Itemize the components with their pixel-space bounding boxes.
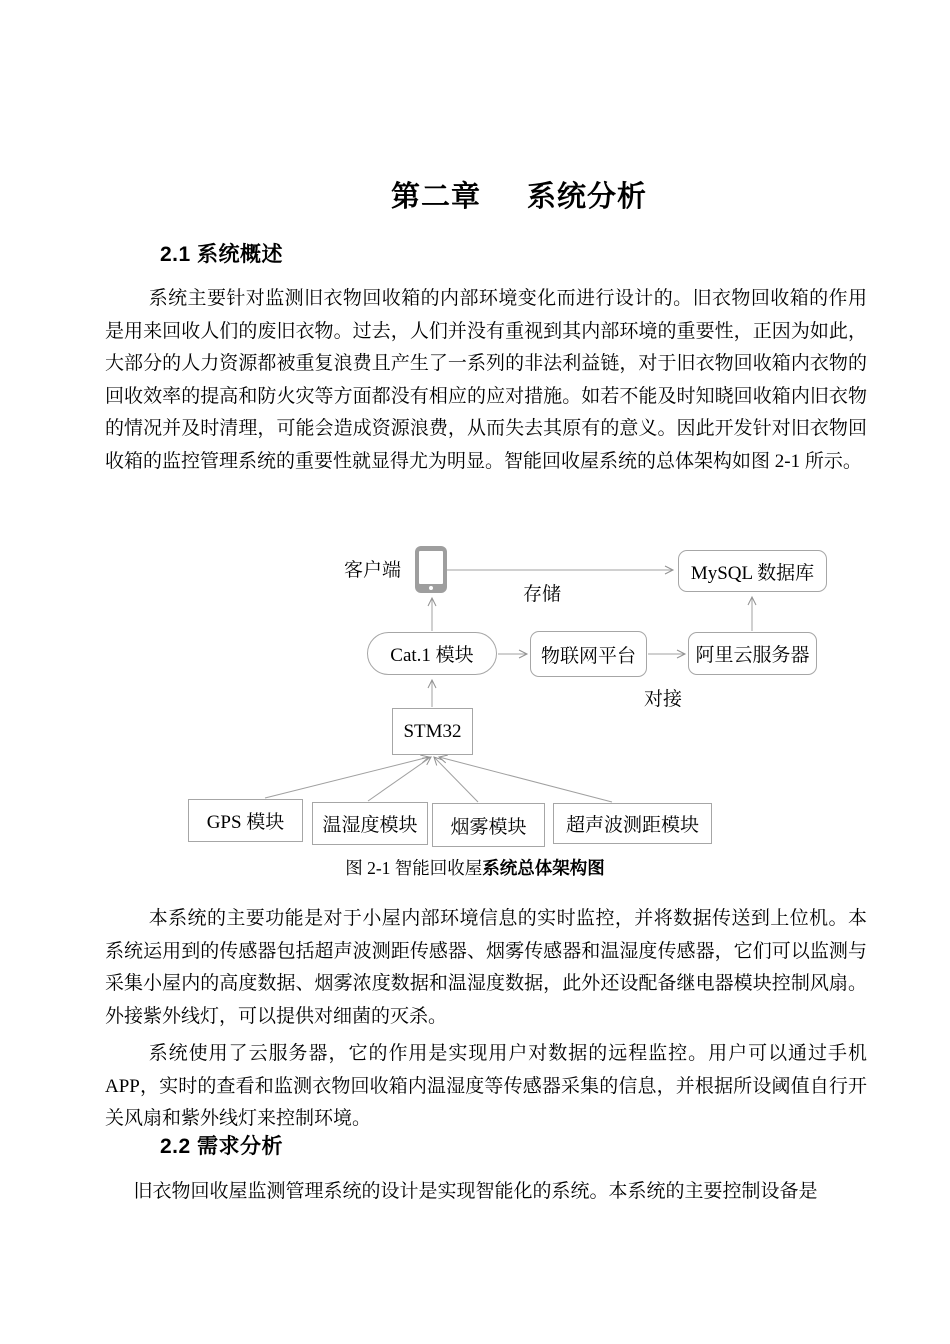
paragraph-requirements-1: 旧衣物回收屋监测管理系统的设计是实现智能化的系统。本系统的主要控制设备是 [133,1181,818,1202]
chapter-name: 系统分析 [527,181,648,213]
architecture-figure [100,535,860,855]
smartphone-screen [419,551,443,584]
figure-caption-regular: 图 2-1 智能回收屋 [345,858,483,878]
edge-label-store: 存储 [522,584,561,605]
node-smoke-module: 烟雾模块 [432,803,545,847]
smartphone-home-button [429,586,433,590]
edge-label-dock: 对接 [643,689,682,710]
chapter-number: 第二章 [390,181,481,213]
figure-caption [0,855,950,880]
node-mysql-database: MySQL 数据库 [678,550,827,592]
chapter-title [0,174,950,215]
figure-caption-bold: 系统总体架构图 [482,858,605,878]
node-iot-platform: 物联网平台 [530,631,647,677]
smartphone-icon [415,546,447,593]
paragraph-system-overview-1: 系统主要针对监测旧衣物回收箱的内部环境变化而进行设计的。旧衣物回收箱的作用是用来回收人们的废旧衣物。过去，人们并没有重视到其内部环境的重要性，正因为如此，大部分的人力资源都被重复浪费且产生了一系列的非法利益链，对于旧衣物回收箱内衣物的回收效率的提高和防火灾等方面都没有相应的应对措施。如若不能及时知晓回收箱内旧衣物的情况并及时清理，可能会造成资源浪费，从而失去其原有的意义。因此开发针对旧衣物回收箱的监控管理系统的重要性就显得尤为明显。智能回收屋系统的总体架构如图 2-1 所示。 [105,288,867,472]
section-heading-2-2: 2.2 需求分析 [160,1135,284,1158]
client-label: 客户端 [344,560,402,581]
paragraph-system-overview-3: 系统使用了云服务器，它的作用是实现用户对数据的远程监控。用户可以通过手机APP，实时的查看和监测衣物回收箱内温湿度等传感器采集的信息，并根据所设阈值自行开关风扇和紫外线灯来控制环境。 [105,1043,867,1129]
paragraph-system-overview-2: 本系统的主要功能是对于小屋内部环境信息的实时监控，并将数据传送到上位机。本系统运用到的传感器包括超声波测距传感器、烟雾传感器和温湿度传感器，它们可以监测与采集小屋内的高度数据、烟雾浓度数据和温湿度数据，此外还设配备继电器模块控制风扇。外接紫外线灯，可以提供对细菌的灭杀。 [105,908,867,1027]
node-temp-humidity-module: 温湿度模块 [312,802,428,845]
node-aliyun-server: 阿里云服务器 [688,632,817,675]
node-ultrasonic-module: 超声波测距模块 [553,803,712,844]
node-stm32: STM32 [392,708,473,755]
node-cat1-module: Cat.1 模块 [367,632,497,675]
section-heading-2-1: 2.1 系统概述 [160,243,284,266]
node-gps-module: GPS 模块 [188,799,303,842]
